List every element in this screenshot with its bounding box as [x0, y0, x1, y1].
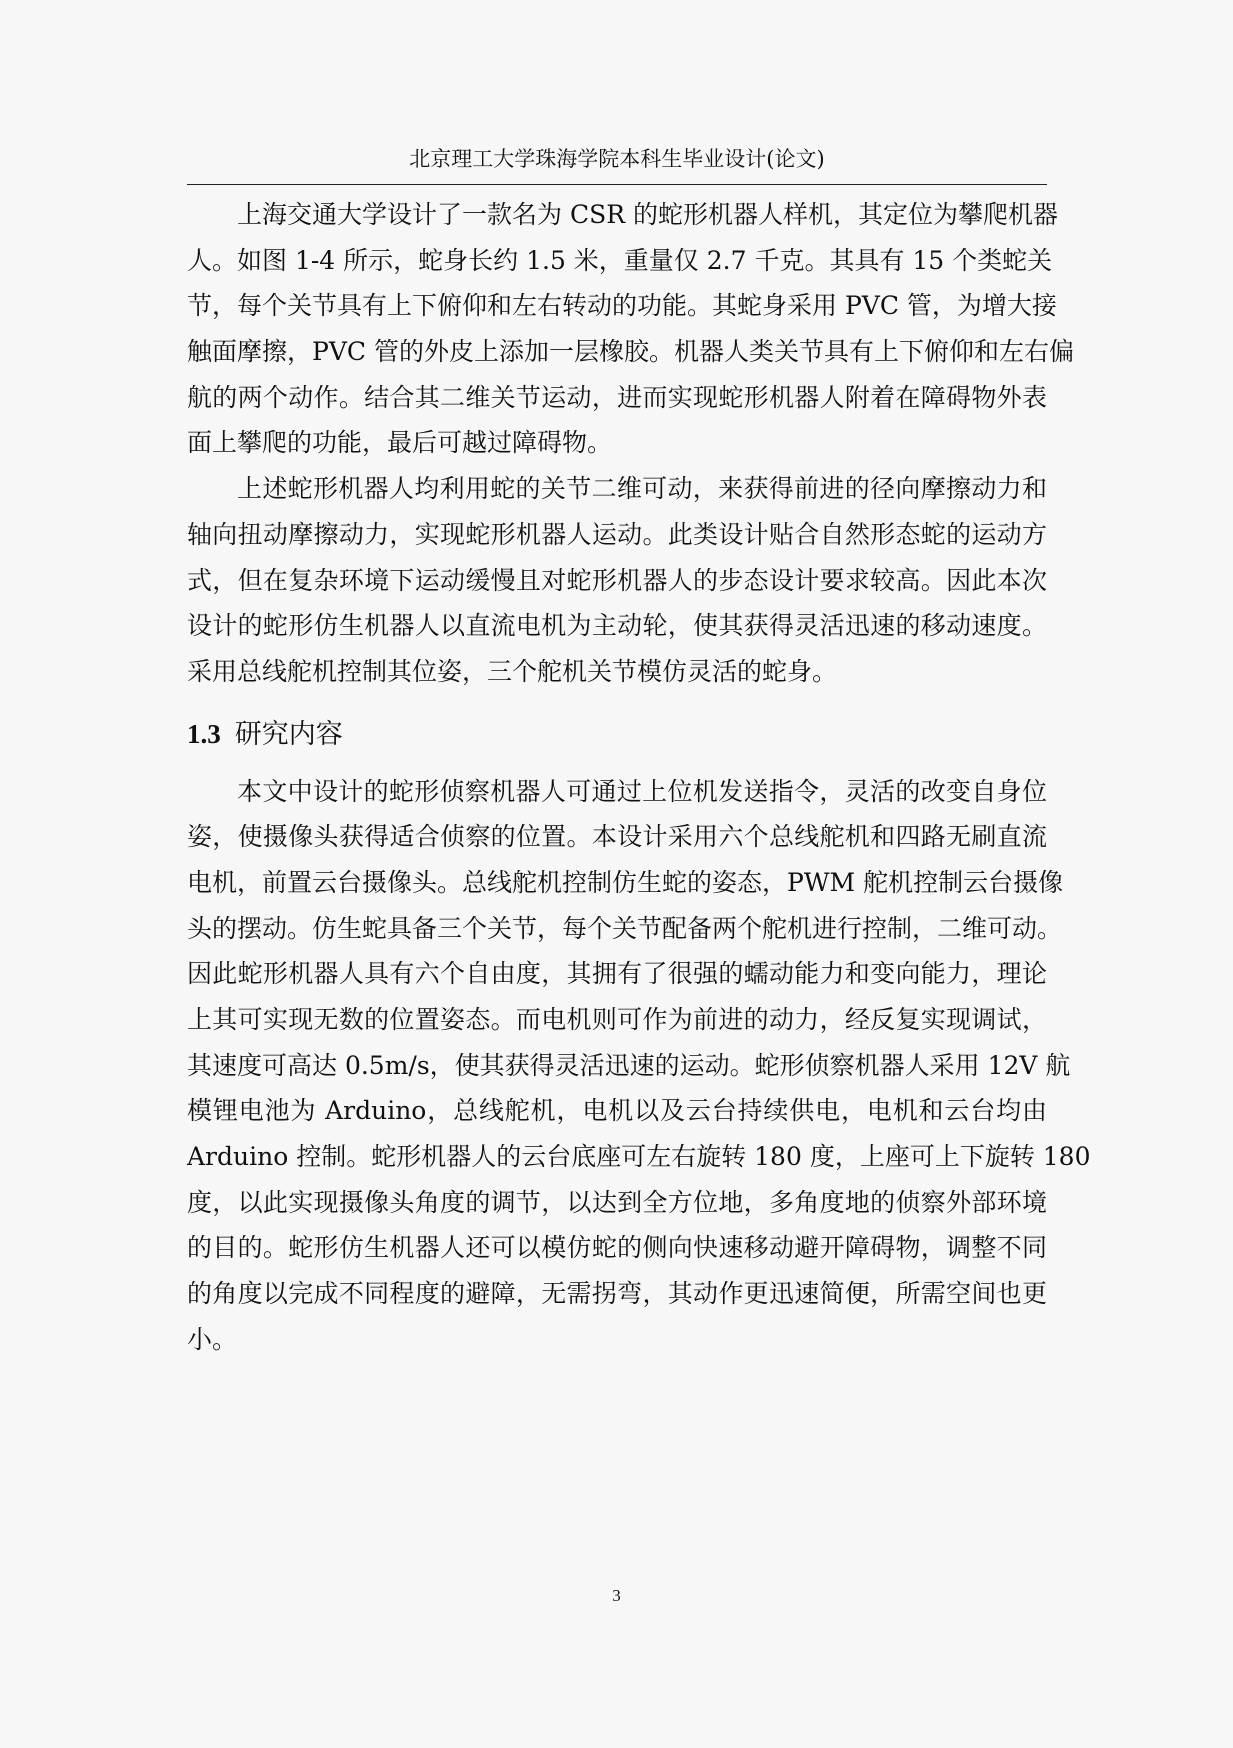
paragraph [187, 769, 1091, 1363]
page-header: 北京理工大学珠海学院本科生毕业设计(论文) [409, 147, 825, 171]
text-line: 模锂电池为 Arduino，总线舵机，电机以及云台持续供电，电机和云台均由 [187, 1096, 1047, 1126]
document-body [187, 192, 1091, 1363]
text-line: 头的摆动。仿生蛇具备三个关节，每个关节配备两个舵机进行控制，二维可动。 [187, 913, 1063, 943]
text-line: 上海交通大学设计了一款名为 CSR 的蛇形机器人样机，其定位为攀爬机器 [237, 200, 1058, 229]
paragraph [187, 192, 1074, 466]
text-line: 电机，前置云台摄像头。总线舵机控制仿生蛇的姿态，PWM 舵机控制云台摄像 [187, 867, 1064, 897]
text-line: Arduino 控制。蛇形机器人的云台底座可左右旋转 180 度，上座可上下旋转 180 [187, 1142, 1091, 1172]
text-line: 姿，使摄像头获得适合侦察的位置。本设计采用六个总线舵机和四路无刷直流 [187, 822, 1047, 852]
text-line: 上述蛇形机器人均利用蛇的关节二维可动，来获得前进的径向摩擦动力和 [237, 474, 1047, 504]
text-line: 航的两个动作。结合其二维关节运动，进而实现蛇形机器人附着在障碍物外表 [187, 382, 1047, 412]
text-line: 其速度可高达 0.5m/s，使其获得灵活迅速的运动。蛇形侦察机器人采用 12V 航 [187, 1050, 1071, 1080]
text-line: 本文中设计的蛇形侦察机器人可通过上位机发送指令，灵活的改变自身位 [237, 776, 1047, 806]
text-line: 轴向扭动摩擦动力，实现蛇形机器人运动。此类设计贴合自然形态蛇的运动方 [187, 519, 1047, 549]
header-rule [187, 184, 1047, 185]
text-line: 采用总线舵机控制其位姿，三个舵机关节模仿灵活的蛇身。 [187, 656, 838, 686]
text-line: 式，但在复杂环境下运动缓慢且对蛇形机器人的步态设计要求较高。因此本次 [187, 565, 1047, 595]
text-line: 人。如图 1-4 所示，蛇身长约 1.5 米，重量仅 2.7 千克。其具有 15 个类蛇关 [187, 245, 1053, 275]
text-line: 节，每个关节具有上下俯仰和左右转动的功能。其蛇身采用 PVC 管，为增大接 [187, 291, 1057, 321]
page-number: 3 [612, 1586, 621, 1605]
paragraph [187, 466, 1047, 694]
text-line: 小。 [187, 1324, 238, 1354]
text-line: 的角度以完成不同程度的避障，无需拐弯，其动作更迅速简便，所需空间也更 [187, 1279, 1047, 1309]
text-line: 设计的蛇形仿生机器人以直流电机为主动轮，使其获得灵活迅速的移动速度。 [187, 611, 1047, 641]
section-heading [187, 695, 1047, 769]
section-title: 研究内容 [234, 718, 343, 750]
text-line: 上其可实现无数的位置姿态。而电机则可作为前进的动力，经反复实现调试， [187, 1005, 1047, 1034]
text-line: 面上攀爬的功能，最后可越过障碍物。 [187, 428, 613, 458]
section-number: 1.3 [187, 718, 221, 749]
text-line: 因此蛇形机器人具有六个自由度，其拥有了很强的蠕动能力和变向能力，理论 [187, 959, 1047, 989]
text-line: 度，以此实现摄像头角度的调节，以达到全方位地，多角度地的侦察外部环境 [187, 1187, 1047, 1217]
text-line: 的目的。蛇形仿生机器人还可以模仿蛇的侧向快速移动避开障碍物，调整不同 [187, 1233, 1047, 1263]
text-line: 触面摩擦，PVC 管的外皮上添加一层橡胶。机器人类关节具有上下俯仰和左右偏 [187, 337, 1074, 367]
